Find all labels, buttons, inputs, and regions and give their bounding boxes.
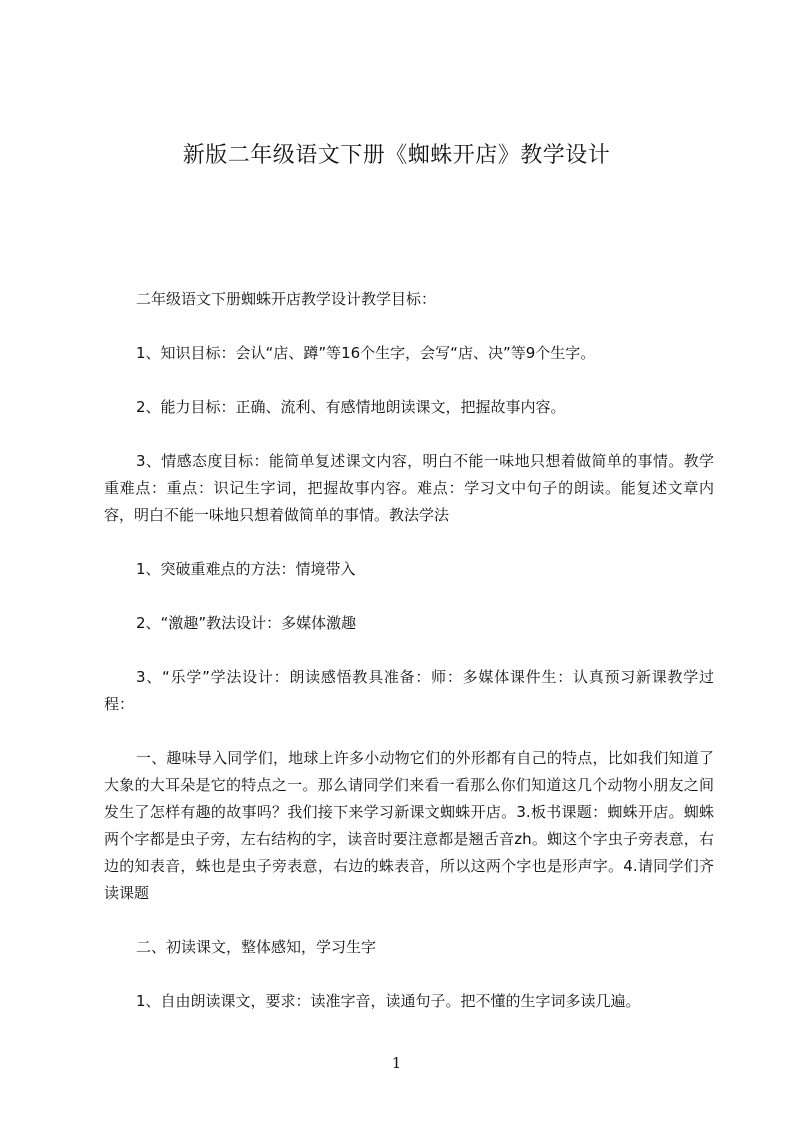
- paragraph: 二年级语文下册蜘蛛开店教学设计教学目标：: [136, 290, 437, 308]
- paragraph: 2、能力目标：正确、流利、有感情地朗读课文，把握故事内容。: [136, 398, 566, 416]
- paragraph: 1、知识目标：会认“店、蹲”等16个生字，会写“店、决”等9个生字。: [136, 344, 596, 362]
- paragraph: 1、突破重难点的方法：情境带入: [136, 560, 356, 578]
- paragraph: 3、“乐学”学法设计：朗读感悟教具准备：师：多媒体课件生：认真预习新课教学过程：: [104, 668, 714, 713]
- document-title: 新版二年级语文下册《蜘蛛开店》教学设计: [182, 143, 611, 168]
- paragraph: 一、趣味导入同学们，地球上许多小动物它们的外形都有自己的特点，比如我们知道了大象的大耳朵是它的特点之一。那么请同学们来看一看那么你们知道这几个动物小朋友之间发生了怎样有趣的故事吗？我们接下来学习新课文蜘蛛开店。3.板书课题：蜘蛛开店。蜘蛛两个字都是虫子旁，左右结构的字，读音时要注意都是翘舌音zh。蜘这个字虫子旁表意，右边的知表音，蛛也是虫子旁表意，右边的蛛表音，所以这两个字也是形声字。4.请同学们齐读课题: [104, 749, 714, 902]
- paragraph: 二、初读课文，整体感知，学习生字: [136, 938, 377, 956]
- document-body: [104, 286, 714, 1042]
- paragraph: 1、自由朗读课文，要求：读准字音，读通句子。把不懂的生字词多读几遍。: [136, 992, 641, 1010]
- paragraph: 2、“激趣”教法设计：多媒体激趣: [136, 614, 357, 632]
- page-number: 1: [391, 1054, 402, 1072]
- paragraph: 3、情感态度目标：能简单复述课文内容，明白不能一味地只想着做简单的事情。教学重难点：重点：识记生字词，把握故事内容。难点：学习文中句子的朗读。能复述文章内容，明白不能一味地只想着做简单的事情。教法学法: [104, 452, 714, 524]
